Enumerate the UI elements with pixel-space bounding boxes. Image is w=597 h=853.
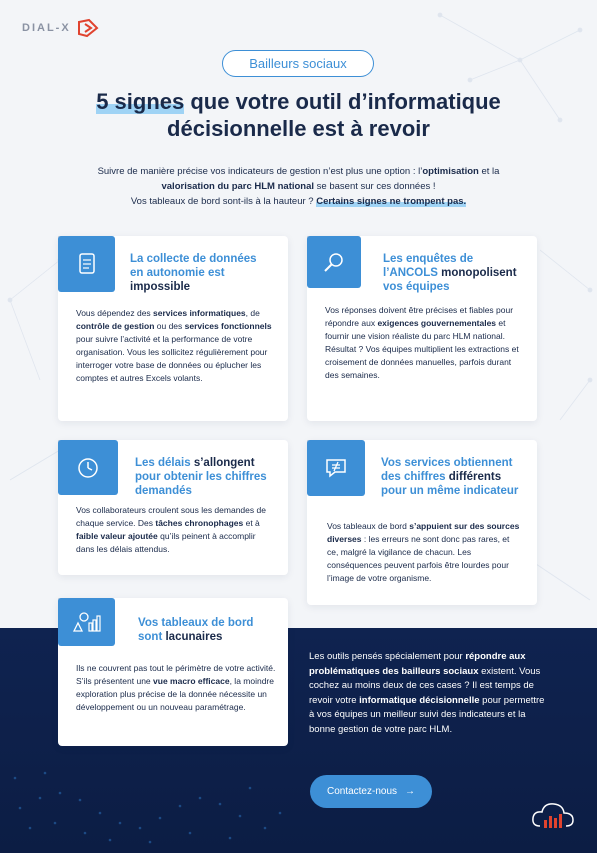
body-text: et fournir une vision réaliste du parc HLM national. Résultat ? Vos équipes multiplient les extractions et croisement de données manuelles, parfois durant des semaines. <box>325 318 519 380</box>
intro-bold: valorisation du parc HLM national <box>161 181 315 192</box>
body-text: pour suivre l’activité et la performance de votre organisation. Vous les sollicitez régulièrement pour interroger votre base de données ou éplucher les comptes et autres Excels volants. <box>76 334 268 383</box>
card-title-dark: s’allongent <box>193 457 255 469</box>
clock-icon <box>75 455 101 481</box>
sign-card-2 <box>307 236 537 421</box>
body-text: et à <box>243 518 260 528</box>
sign-card-3 <box>58 440 288 575</box>
bold-text: informatique décisionnelle <box>359 694 480 706</box>
bold-text: services fonctionnels <box>184 321 272 331</box>
card-body <box>325 304 525 382</box>
body-text: Ils ne couvrent pas tout le périmètre de votre activité. S’ils présentent une <box>76 663 276 686</box>
category-tag: Bailleurs sociaux <box>222 50 374 77</box>
cloud-chart-icon <box>530 800 576 832</box>
icon-tile <box>307 440 365 496</box>
title-highlight: 5 signes <box>96 89 185 114</box>
sign-card-1 <box>58 236 288 421</box>
intro-text: et la <box>478 166 500 177</box>
card-title-blue: Vos tableaux de bord sont <box>138 617 254 643</box>
title-line2: décisionnelle est à revoir <box>167 116 430 141</box>
chart-icon <box>72 611 102 633</box>
card-title <box>135 456 275 498</box>
bold-text: répondre aux problématiques des bailleurs sociaux <box>309 651 526 677</box>
card-title-blue: Les enquêtes de l’ANCOLS <box>383 253 474 279</box>
card-title-blue: Vos services obtiennent des chiffres <box>381 457 513 483</box>
bold-text: services informatiques <box>153 308 246 318</box>
cta-paragraph <box>309 650 549 737</box>
logo-wordmark: DIAL-X <box>22 22 71 34</box>
sign-card-5 <box>58 598 288 746</box>
intro-paragraph <box>60 164 537 209</box>
body-text: Vos collaborateurs croulent sous les demandes de chaque service. Des <box>76 505 266 528</box>
brand-logo <box>22 18 99 38</box>
body-text: pour permettre à vos équipes un meilleur suivi des indicateurs et la bonne gestion de votre parc HLM. <box>309 694 545 735</box>
bold-text: exigences gouvernementales <box>377 318 497 328</box>
bold-text: contrôle de gestion <box>76 321 155 331</box>
card-body <box>327 520 522 585</box>
card-title-dark: impossible <box>130 281 191 293</box>
title-line1: que votre outil d’informatique <box>184 89 501 114</box>
body-text: Les outils pensés spécialement pour <box>309 651 466 662</box>
body-text: Vos tableaux de bord <box>327 521 410 531</box>
body-text: ou des <box>154 321 185 331</box>
card-title-blue: Les délais <box>135 457 191 469</box>
card-title-blue: vos équipes <box>383 281 450 293</box>
card-title-dark: monopolisent <box>441 267 517 279</box>
intro-bold: optimisation <box>422 166 479 177</box>
card-body <box>76 662 276 714</box>
card-title-dark: lacunaires <box>165 631 223 643</box>
card-title-blue: La collecte de données en autonomie est <box>130 253 257 279</box>
body-text: qu’ils peinent à accomplir dans les délais attendus. <box>76 531 256 554</box>
intro-text: se basent sur ces données ! <box>314 181 436 192</box>
arrow-right-icon: → <box>405 786 416 797</box>
intro-text: Vos tableaux de bord sont-ils à la hauteur ? <box>130 196 317 207</box>
logo-mark-icon <box>77 18 99 38</box>
bold-text: s’appuient sur des sources diverses <box>327 521 520 544</box>
intro-text: Suivre de manière précise vos indicateurs de gestion n’est plus une option : l’ <box>97 166 423 177</box>
contact-button-label: Contactez-nous <box>326 786 398 797</box>
body-text: , de <box>245 308 260 318</box>
icon-tile <box>58 236 115 292</box>
body-text: Vos réponses doivent être précises et fiables pour répondre aux <box>325 305 514 328</box>
icon-tile <box>58 440 118 495</box>
bold-text: faible valeur ajoutée <box>76 531 158 541</box>
card-body <box>76 504 276 556</box>
bold-text: tâches chronophages <box>155 518 244 528</box>
not-equal-bubble-icon <box>323 456 349 480</box>
card-title <box>381 456 526 498</box>
icon-tile <box>58 598 115 646</box>
bold-text: vue macro efficace <box>153 676 230 686</box>
icon-tile <box>307 236 361 288</box>
card-title <box>130 252 270 294</box>
card-title-blue: pour un même indicateur <box>381 485 519 497</box>
card-title <box>383 252 528 294</box>
card-title <box>138 616 273 644</box>
intro-highlight: Certains signes ne trompent pas. <box>316 196 467 207</box>
body-text: existent. Vous cochez au moins deux de ces cases ? Il est temps de revoir votre <box>309 665 541 706</box>
card-body <box>76 307 276 385</box>
page-title <box>40 88 557 142</box>
magnifier-icon <box>322 250 346 274</box>
sign-card-4 <box>307 440 537 605</box>
body-text: Vous dépendez des <box>76 308 154 318</box>
card-title-dark: différents <box>448 471 502 483</box>
document-icon <box>76 252 98 276</box>
contact-button[interactable] <box>310 775 432 808</box>
body-text: , la moindre exploration plus précise de la donnée nécessite un développement ou un nouveau paramétrage. <box>76 676 274 712</box>
body-text: : les erreurs ne sont donc pas rares, et ce, malgré la vigilance de chacun. Les conséquences peuvent parfois être lourdes pour l’image de votre organisme. <box>327 534 510 583</box>
card-title-blue: pour obtenir les chiffres demandés <box>135 471 267 497</box>
